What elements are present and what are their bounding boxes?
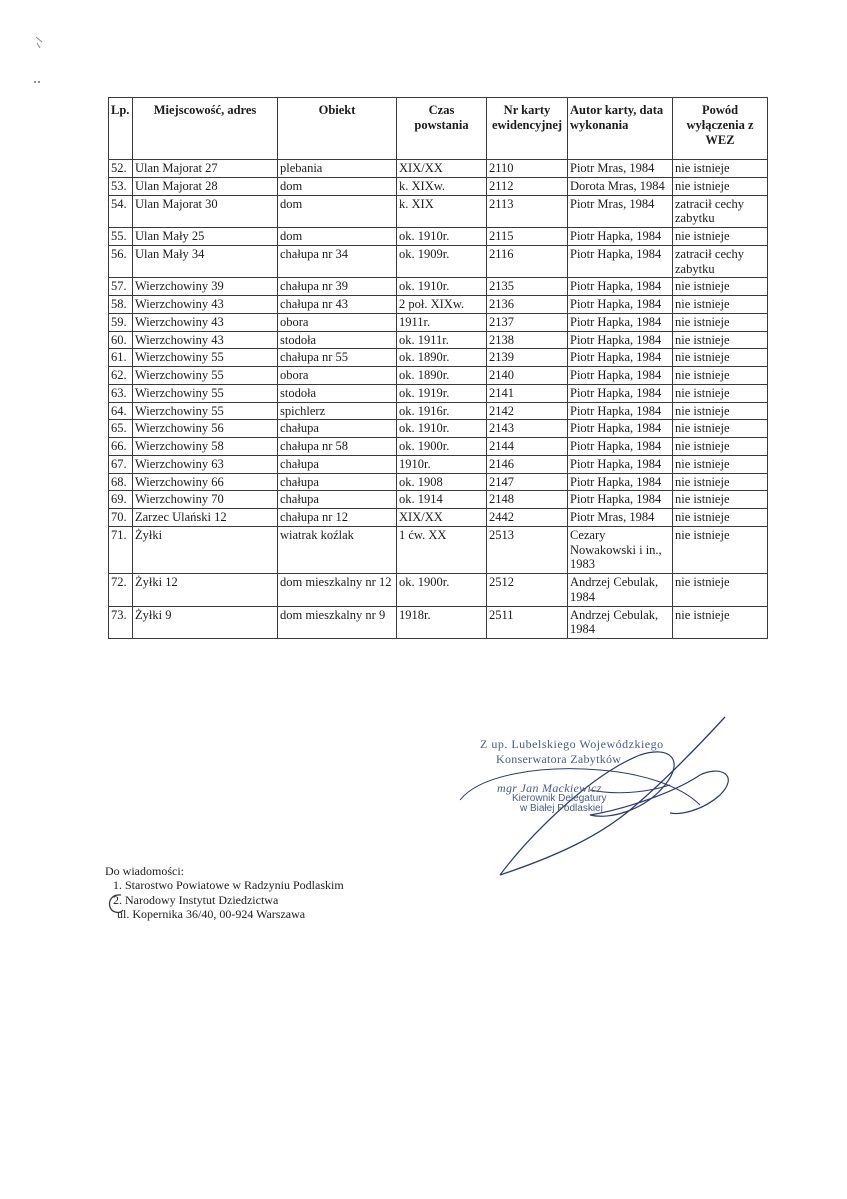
col-header-reason-line1: Powód	[701, 103, 739, 117]
table-row	[109, 245, 768, 278]
cell-object: chałupa	[278, 491, 397, 509]
cell-author: Piotr Hapka, 1984	[568, 455, 673, 473]
cell-object: chałupa	[278, 473, 397, 491]
cell-card-no: 2116	[487, 245, 568, 278]
cell-object: chałupa nr 34	[278, 245, 397, 278]
col-header-date-line2: powstania	[414, 118, 469, 132]
cell-card-no: 2140	[487, 367, 568, 385]
monuments-table	[108, 97, 768, 639]
cell-lp: 57.	[109, 278, 133, 296]
cell-lp: 64.	[109, 402, 133, 420]
cell-object: wiatrak koźlak	[278, 526, 397, 573]
cell-date: 1918r.	[397, 606, 487, 639]
cell-date: ok. 1900r.	[397, 438, 487, 456]
cell-place: Wierzchowiny 43	[133, 296, 278, 314]
cell-date: ok. 1910r.	[397, 228, 487, 246]
cell-place: Ulan Majorat 27	[133, 160, 278, 178]
cell-card-no: 2112	[487, 177, 568, 195]
cell-lp: 69.	[109, 491, 133, 509]
distribution-item-2-address: ul. Kopernika 36/40, 00-924 Warszawa	[117, 907, 306, 922]
cell-object: chałupa	[278, 420, 397, 438]
cell-author: Piotr Mras, 1984	[568, 509, 673, 527]
distribution-item-1: 1. Starostwo Powiatowe w Radzyniu Podlaskim	[113, 878, 344, 893]
cell-reason: nie istnieje	[673, 574, 768, 607]
col-header-author	[568, 98, 673, 160]
cell-reason: nie istnieje	[673, 228, 768, 246]
cell-date: 1911r.	[397, 313, 487, 331]
cell-card-no: 2135	[487, 278, 568, 296]
distribution-heading: Do wiadomości:	[105, 864, 184, 878]
cell-lp: 56.	[109, 245, 133, 278]
table-row	[109, 228, 768, 246]
table-row	[109, 402, 768, 420]
cell-object: chałupa	[278, 455, 397, 473]
cell-date: ok. 1909r.	[397, 245, 487, 278]
cell-place: Wierzchowiny 63	[133, 455, 278, 473]
col-header-card-line1: Nr karty	[503, 103, 551, 117]
cell-object: chałupa nr 12	[278, 509, 397, 527]
cell-object: dom mieszkalny nr 9	[278, 606, 397, 639]
table-body	[109, 160, 768, 639]
cell-card-no: 2147	[487, 473, 568, 491]
cell-place: Wierzchowiny 55	[133, 367, 278, 385]
cell-lp: 62.	[109, 367, 133, 385]
cell-card-no: 2146	[487, 455, 568, 473]
cell-date: ok. 1914	[397, 491, 487, 509]
cell-object: chałupa nr 58	[278, 438, 397, 456]
cell-author: Andrzej Cebulak, 1984	[568, 574, 673, 607]
col-header-lp: Lp.	[109, 98, 133, 160]
cell-object: plebania	[278, 160, 397, 178]
cell-object: obora	[278, 367, 397, 385]
cell-date: 2 poł. XIXw.	[397, 296, 487, 314]
cell-reason: nie istnieje	[673, 296, 768, 314]
cell-author: Andrzej Cebulak, 1984	[568, 606, 673, 639]
cell-reason: zatracił cechy zabytku	[673, 195, 768, 228]
cell-date: ok. 1890r.	[397, 349, 487, 367]
cell-date: ok. 1916r.	[397, 402, 487, 420]
col-header-author-line1: Autor karty, data	[570, 103, 664, 117]
col-header-object: Obiekt	[278, 98, 397, 160]
cell-author: Dorota Mras, 1984	[568, 177, 673, 195]
cell-object: dom	[278, 177, 397, 195]
cell-card-no: 2139	[487, 349, 568, 367]
cell-lp: 67.	[109, 455, 133, 473]
cell-date: ok. 1908	[397, 473, 487, 491]
cell-lp: 60.	[109, 331, 133, 349]
table-row	[109, 177, 768, 195]
scan-artifact-mark	[34, 36, 46, 53]
cell-object: stodoła	[278, 331, 397, 349]
cell-date: ok. 1910r.	[397, 420, 487, 438]
cell-lp: 61.	[109, 349, 133, 367]
table-row	[109, 367, 768, 385]
cell-reason: nie istnieje	[673, 420, 768, 438]
distribution-list	[105, 864, 344, 922]
cell-reason: nie istnieje	[673, 473, 768, 491]
cell-card-no: 2144	[487, 438, 568, 456]
cell-object: stodoła	[278, 384, 397, 402]
table-header-row	[109, 98, 768, 160]
cell-lp: 53.	[109, 177, 133, 195]
cell-place: Wierzchowiny 66	[133, 473, 278, 491]
cell-author: Piotr Hapka, 1984	[568, 278, 673, 296]
cell-place: Wierzchowiny 56	[133, 420, 278, 438]
cell-lp: 73.	[109, 606, 133, 639]
cell-date: ok. 1919r.	[397, 384, 487, 402]
cell-place: Żyłki 12	[133, 574, 278, 607]
cell-card-no: 2113	[487, 195, 568, 228]
scan-artifact-dots	[33, 76, 43, 88]
cell-lp: 66.	[109, 438, 133, 456]
cell-reason: nie istnieje	[673, 367, 768, 385]
cell-date: 1910r.	[397, 455, 487, 473]
table-row	[109, 384, 768, 402]
col-header-place: Miejscowość, adres	[133, 98, 278, 160]
cell-author: Piotr Hapka, 1984	[568, 420, 673, 438]
table-row	[109, 296, 768, 314]
stamp-line-4: Kierownik Delegatury	[512, 793, 607, 804]
table-row	[109, 509, 768, 527]
cell-reason: nie istnieje	[673, 438, 768, 456]
cell-card-no: 2442	[487, 509, 568, 527]
cell-date: ok. 1890r.	[397, 367, 487, 385]
cell-place: Wierzchowiny 43	[133, 313, 278, 331]
cell-reason: nie istnieje	[673, 313, 768, 331]
cell-card-no: 2137	[487, 313, 568, 331]
col-header-reason-line3: WEZ	[705, 133, 735, 147]
cell-object: dom	[278, 228, 397, 246]
cell-author: Piotr Hapka, 1984	[568, 296, 673, 314]
cell-card-no: 2142	[487, 402, 568, 420]
cell-date: 1 ćw. XX	[397, 526, 487, 573]
table-row	[109, 313, 768, 331]
cell-object: chałupa nr 39	[278, 278, 397, 296]
table-row	[109, 278, 768, 296]
col-header-card-line2: ewidencyjnej	[491, 118, 563, 132]
cell-reason: nie istnieje	[673, 349, 768, 367]
cell-reason: zatracił cechy zabytku	[673, 245, 768, 278]
cell-author: Cezary Nowakowski i in., 1983	[568, 526, 673, 573]
cell-place: Wierzchowiny 39	[133, 278, 278, 296]
cell-reason: nie istnieje	[673, 160, 768, 178]
cell-author: Piotr Mras, 1984	[568, 160, 673, 178]
cell-object: chałupa nr 55	[278, 349, 397, 367]
table-row	[109, 526, 768, 573]
table-row	[109, 331, 768, 349]
cell-card-no: 2110	[487, 160, 568, 178]
stamp-line-2: Konserwatora Zabytków	[496, 752, 622, 766]
stamp-line-5: w Białej Podlaskiej	[520, 803, 603, 814]
cell-author: Piotr Hapka, 1984	[568, 349, 673, 367]
cell-author: Piotr Hapka, 1984	[568, 402, 673, 420]
distribution-item-2	[105, 893, 344, 907]
cell-card-no: 2512	[487, 574, 568, 607]
stamp-line-3: mgr Jan Mackiewicz	[497, 781, 602, 795]
cell-lp: 65.	[109, 420, 133, 438]
cell-lp: 54.	[109, 195, 133, 228]
cell-author: Piotr Hapka, 1984	[568, 228, 673, 246]
cell-lp: 59.	[109, 313, 133, 331]
cell-card-no: 2141	[487, 384, 568, 402]
cell-place: Wierzchowiny 70	[133, 491, 278, 509]
cell-lp: 52.	[109, 160, 133, 178]
cell-reason: nie istnieje	[673, 491, 768, 509]
cell-place: Ulan Mały 34	[133, 245, 278, 278]
cell-date: XIX/XX	[397, 160, 487, 178]
col-header-date-line1: Czas	[428, 103, 455, 117]
cell-object: spichlerz	[278, 402, 397, 420]
table-row	[109, 473, 768, 491]
table-row	[109, 491, 768, 509]
cell-reason: nie istnieje	[673, 455, 768, 473]
cell-lp: 72.	[109, 574, 133, 607]
col-header-date	[397, 98, 487, 160]
cell-place: Ulan Majorat 30	[133, 195, 278, 228]
cell-reason: nie istnieje	[673, 384, 768, 402]
cell-lp: 63.	[109, 384, 133, 402]
cell-reason: nie istnieje	[673, 509, 768, 527]
cell-lp: 68.	[109, 473, 133, 491]
cell-author: Piotr Mras, 1984	[568, 195, 673, 228]
cell-author: Piotr Hapka, 1984	[568, 367, 673, 385]
cell-lp: 70.	[109, 509, 133, 527]
cell-author: Piotr Hapka, 1984	[568, 313, 673, 331]
cell-place: Żyłki	[133, 526, 278, 573]
table-row	[109, 438, 768, 456]
table-row	[109, 349, 768, 367]
table-row	[109, 160, 768, 178]
cell-card-no: 2511	[487, 606, 568, 639]
handwritten-circle-mark	[106, 893, 126, 915]
cell-place: Wierzchowiny 55	[133, 384, 278, 402]
cell-object: dom mieszkalny nr 12	[278, 574, 397, 607]
cell-lp: 58.	[109, 296, 133, 314]
cell-date: k. XIX	[397, 195, 487, 228]
cell-card-no: 2143	[487, 420, 568, 438]
col-header-reason	[673, 98, 768, 160]
cell-author: Piotr Hapka, 1984	[568, 384, 673, 402]
cell-card-no: 2138	[487, 331, 568, 349]
cell-reason: nie istnieje	[673, 606, 768, 639]
cell-author: Piotr Hapka, 1984	[568, 331, 673, 349]
cell-card-no: 2136	[487, 296, 568, 314]
table-row	[109, 574, 768, 607]
col-header-card-no	[487, 98, 568, 160]
cell-place: Zarzec Ulański 12	[133, 509, 278, 527]
col-header-reason-line2: wyłączenia z	[686, 118, 754, 132]
cell-place: Wierzchowiny 43	[133, 331, 278, 349]
col-header-author-line2: wykonania	[570, 118, 629, 132]
cell-object: chałupa nr 43	[278, 296, 397, 314]
cell-place: Wierzchowiny 55	[133, 349, 278, 367]
cell-reason: nie istnieje	[673, 177, 768, 195]
cell-reason: nie istnieje	[673, 526, 768, 573]
cell-place: Wierzchowiny 55	[133, 402, 278, 420]
cell-card-no: 2513	[487, 526, 568, 573]
cell-place: Żyłki 9	[133, 606, 278, 639]
cell-object: obora	[278, 313, 397, 331]
cell-place: Wierzchowiny 58	[133, 438, 278, 456]
table-row	[109, 420, 768, 438]
cell-author: Piotr Hapka, 1984	[568, 245, 673, 278]
cell-reason: nie istnieje	[673, 278, 768, 296]
cell-date: XIX/XX	[397, 509, 487, 527]
cell-reason: nie istnieje	[673, 331, 768, 349]
cell-card-no: 2148	[487, 491, 568, 509]
cell-date: ok. 1910r.	[397, 278, 487, 296]
cell-author: Piotr Hapka, 1984	[568, 473, 673, 491]
cell-date: ok. 1911r.	[397, 331, 487, 349]
distribution-item-2-number: 2.	[113, 892, 122, 907]
cell-date: ok. 1900r.	[397, 574, 487, 607]
cell-object: dom	[278, 195, 397, 228]
cell-lp: 55.	[109, 228, 133, 246]
stamp-line-1: Z up. Lubelskiego Wojewódzkiego	[480, 737, 664, 751]
table-row	[109, 455, 768, 473]
cell-author: Piotr Hapka, 1984	[568, 438, 673, 456]
cell-card-no: 2115	[487, 228, 568, 246]
cell-place: Ulan Majorat 28	[133, 177, 278, 195]
cell-author: Piotr Hapka, 1984	[568, 491, 673, 509]
table-row	[109, 606, 768, 639]
cell-place: Ulan Mały 25	[133, 228, 278, 246]
cell-reason: nie istnieje	[673, 402, 768, 420]
table-row	[109, 195, 768, 228]
distribution-item-2-text: Narodowy Instytut Dziedzictwa	[125, 892, 279, 907]
cell-date: k. XIXw.	[397, 177, 487, 195]
cell-lp: 71.	[109, 526, 133, 573]
